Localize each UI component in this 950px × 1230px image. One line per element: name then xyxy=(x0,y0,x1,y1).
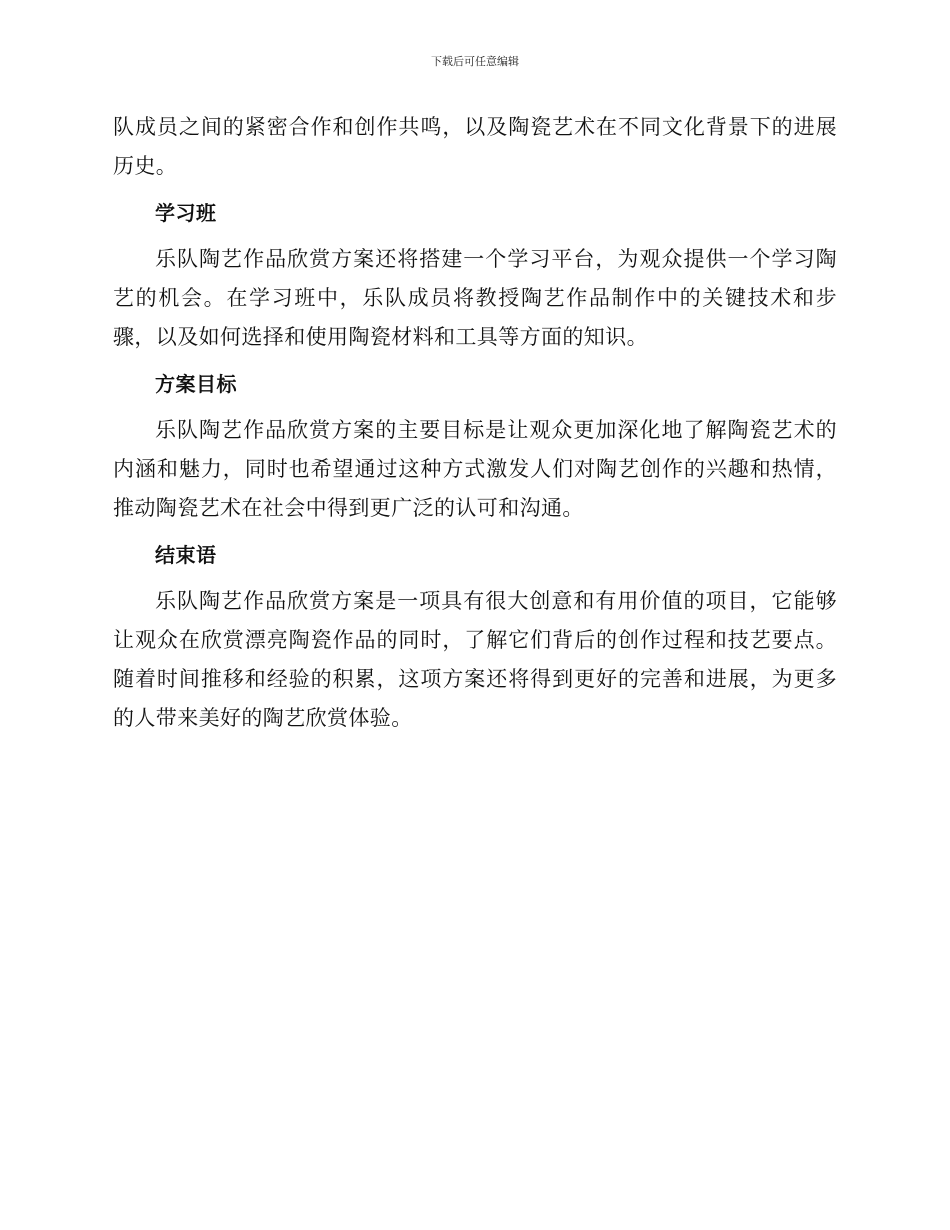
paragraph-conclusion: 乐队陶艺作品欣赏方案是一项具有很大创意和有用价值的项目，它能够让观众在欣赏漂亮陶瓷作品的同时，了解它们背后的创作过程和技艺要点。随着时间推移和经验的积累，这项方案还将得到更好的完善和进展，为更多的人带来美好的陶艺欣赏体验。 xyxy=(113,589,837,730)
section-heading-goals: 方案目标 xyxy=(155,372,237,396)
paragraph-goals: 乐队陶艺作品欣赏方案的主要目标是让观众更加深化地了解陶瓷艺术的内涵和魅力，同时也希望通过这种方式激发人们对陶艺创作的兴趣和热情，推动陶瓷艺术在社会中得到更广泛的认可和沟通。 xyxy=(113,418,837,520)
paragraph-continued: 队成员之间的紧密合作和创作共鸣，以及陶瓷艺术在不同文化背景下的进展历史。 xyxy=(113,115,837,178)
section-heading-conclusion: 结束语 xyxy=(155,543,217,567)
page-header: 下载后可任意编辑 xyxy=(431,55,519,68)
section-heading-study-class: 学习班 xyxy=(155,201,217,225)
paragraph-study-class: 乐队陶艺作品欣赏方案还将搭建一个学习平台，为观众提供一个学习陶艺的机会。在学习班中，乐队成员将教授陶艺作品制作中的关键技术和步骤，以及如何选择和使用陶瓷材料和工具等方面的知识。 xyxy=(113,247,837,349)
document-body xyxy=(113,108,837,750)
